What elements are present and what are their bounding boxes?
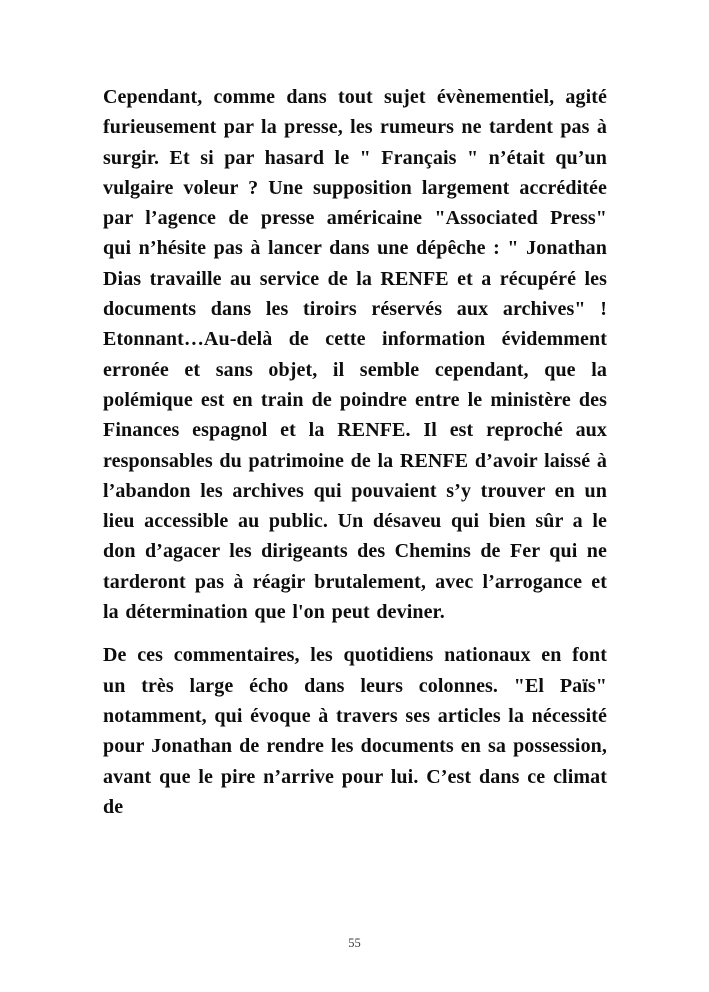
paragraph-2: De ces commentaires, les quotidiens nationaux en font un très large écho dans leurs colonnes. "El Païs" notamment, qui évoque à travers ses articles la nécessité pour Jonathan de rendre les documents en sa possession, avant que le pire n’arrive pour lui. C’est dans ce climat de	[103, 644, 607, 818]
paragraph-1: Cependant, comme dans tout sujet évènementiel, agité furieusement par la presse, les rumeurs ne tardent pas à surgir. Et si par hasard le " Français " n’était qu’un vulgaire voleur ? Une supposition largement accréditée par l’agence de presse américaine "Associated Press" qui n’hésite pas à lancer dans une dépêche : " Jonathan Dias travaille au service de la RENFE et a récupéré les documents dans les tiroirs réservés aux archives" ! Etonnant…Au-delà de cette information évidemment erronée et sans objet, il semble cependant, que la polémique est en train de poindre entre le ministère des Finances espagnol et la RENFE. Il est reproché aux responsables du patrimoine de la RENFE d’avoir laissé à l’abandon les archives qui pouvaient s’y trouver en un lieu accessible au public. Un désaveu qui bien sûr a le don d’agacer les dirigeants des Chemins de Fer qui ne tarderont pas à réagir brutalement, avec l’arrogance et la détermination que l'on peut deviner.	[103, 86, 607, 624]
text-block	[103, 82, 607, 835]
page-number: 55	[348, 936, 361, 950]
